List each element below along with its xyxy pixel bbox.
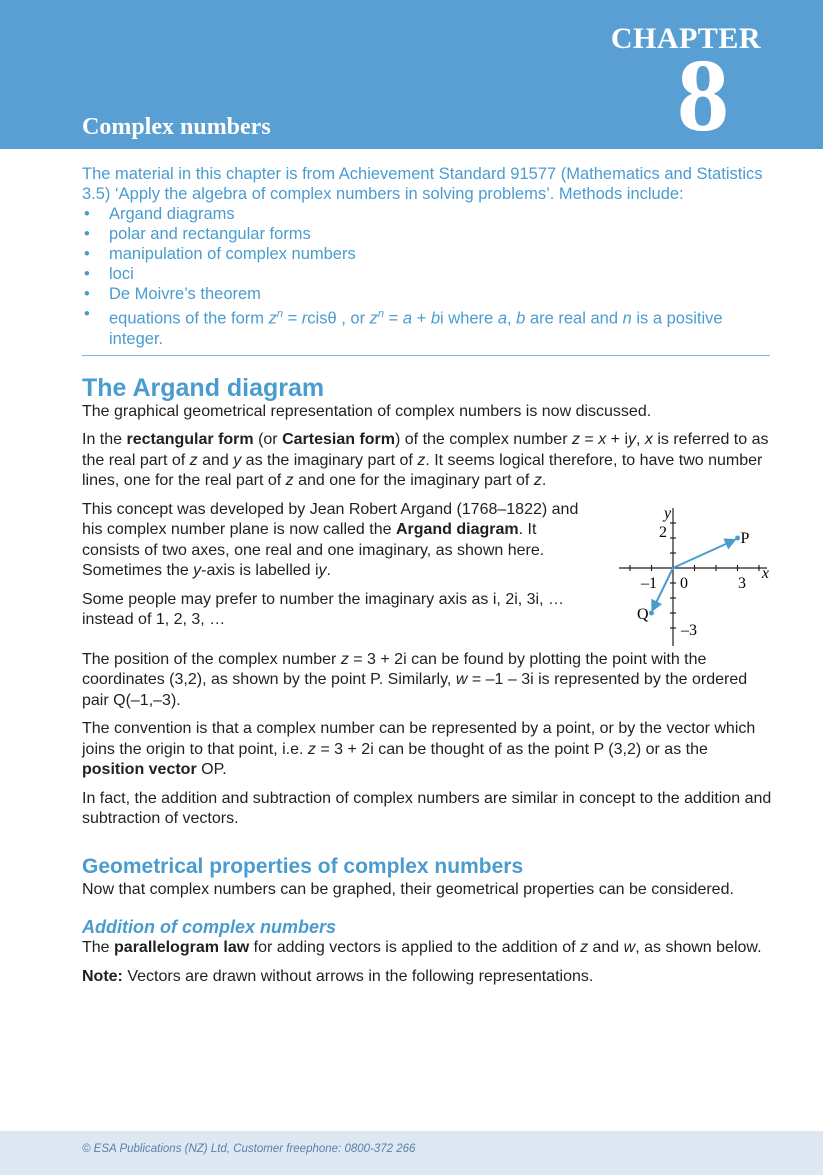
vector-op — [673, 540, 735, 568]
section-divider — [82, 355, 770, 356]
point-q — [649, 610, 654, 615]
paragraph: Now that complex numbers can be graphed, their geometrical properties can be considered. — [82, 880, 734, 898]
paragraph: In fact, the addition and subtraction of complex numbers are similar in concept to the addition and subtraction of vectors. — [82, 789, 772, 827]
page-content — [82, 164, 772, 987]
chapter-intro — [82, 164, 772, 349]
paragraph: This concept was developed by Jean Robert Argand (1768–1822) and his complex number plane is now called the Argand diagram. It consists of two axes, one real and one imaginary, as shown here. Sometimes the y-axis is labelled iy. — [82, 500, 579, 579]
chapter-banner — [0, 0, 823, 153]
section-heading-argand: The Argand diagram — [82, 373, 325, 402]
chapter-number: 8 — [677, 38, 729, 153]
paragraph: In the rectangular form (or Cartesian form) of the complex number z = x + iy, x is referred to as the real part of z and y as the imaginary part of z. It seems logical therefore, to have two number lines, one for the real part of z and one for the imaginary part of z. — [82, 431, 769, 489]
paragraph: The convention is that a complex number can be represented by a point, or by the vector which joins the origin to that point, i.e. z = 3 + 2i can be thought of as the point P (3,2) or as the position vector OP. — [82, 720, 756, 778]
bullet-icon: • — [84, 305, 90, 323]
paragraph: The position of the complex number z = 3 + 2i can be found by plotting the point with the coordinates (3,2), as shown by the point P. Similarly, w = –1 – 3i is represented by the ordered pair Q(–1,–3). — [82, 650, 748, 709]
bullet-icon: • — [84, 225, 90, 243]
note-paragraph: Note: Vectors are drawn without arrows in the following representations. — [82, 967, 594, 985]
copyright-text: © ESA Publications (NZ) Ltd, Customer freephone: 0800-372 266 — [82, 1143, 416, 1155]
point-p — [735, 535, 740, 540]
argand-diagram-svg — [597, 500, 772, 650]
bullet-icon: • — [84, 265, 90, 283]
paragraph: The parallelogram law for adding vectors is applied to the addition of z and w, as shown below. — [82, 939, 762, 956]
list-item: • loci — [84, 265, 134, 283]
chapter-label: CHAPTER — [610, 22, 761, 55]
methods-list — [82, 204, 772, 349]
x-axis-label: x — [761, 564, 769, 582]
bullet-icon: • — [84, 285, 90, 303]
tick-label: –1 — [641, 574, 657, 592]
argand-diagram — [597, 500, 772, 650]
list-item: • Argand diagrams — [84, 205, 235, 223]
paragraph: Some people may prefer to number the imaginary axis as i, 2i, 3i, … instead of 1, 2, 3, … — [82, 590, 564, 628]
bullet-icon: • — [84, 245, 90, 263]
y-axis-label: y — [664, 504, 672, 522]
tick-label: 2 — [659, 523, 667, 541]
list-item: • De Moivre’s theorem — [84, 285, 261, 303]
section-heading-geometric: Geometrical properties of complex numbers — [82, 854, 524, 878]
list-item: • polar and rectangular forms — [84, 225, 311, 243]
point-p-label: P — [740, 529, 750, 547]
page-footer — [0, 1131, 823, 1175]
chapter-title: Complex numbers — [82, 114, 271, 140]
tick-label: –3 — [681, 621, 697, 639]
tick-label: 0 — [680, 574, 688, 592]
bullet-icon: • — [84, 205, 90, 223]
paragraph: The graphical geometrical representation of complex numbers is now discussed. — [82, 402, 652, 420]
list-item: • equations of the form $z^n$ = rcisθ , or $z^n = a$ + bi where a, b are real and n is a positive integer. — [84, 305, 723, 348]
tick-label: 3 — [738, 574, 746, 592]
point-q-label: Q — [636, 605, 649, 623]
list-item: • manipulation of complex numbers — [84, 245, 356, 263]
section-heading-addition: Addition of complex numbers — [82, 917, 337, 937]
intro-text: The material in this chapter is from Achievement Standard 91577 (Mathematics and Statistics 3.5) ‘Apply the algebra of complex numbers in solving problems’. Methods include: — [82, 165, 763, 203]
